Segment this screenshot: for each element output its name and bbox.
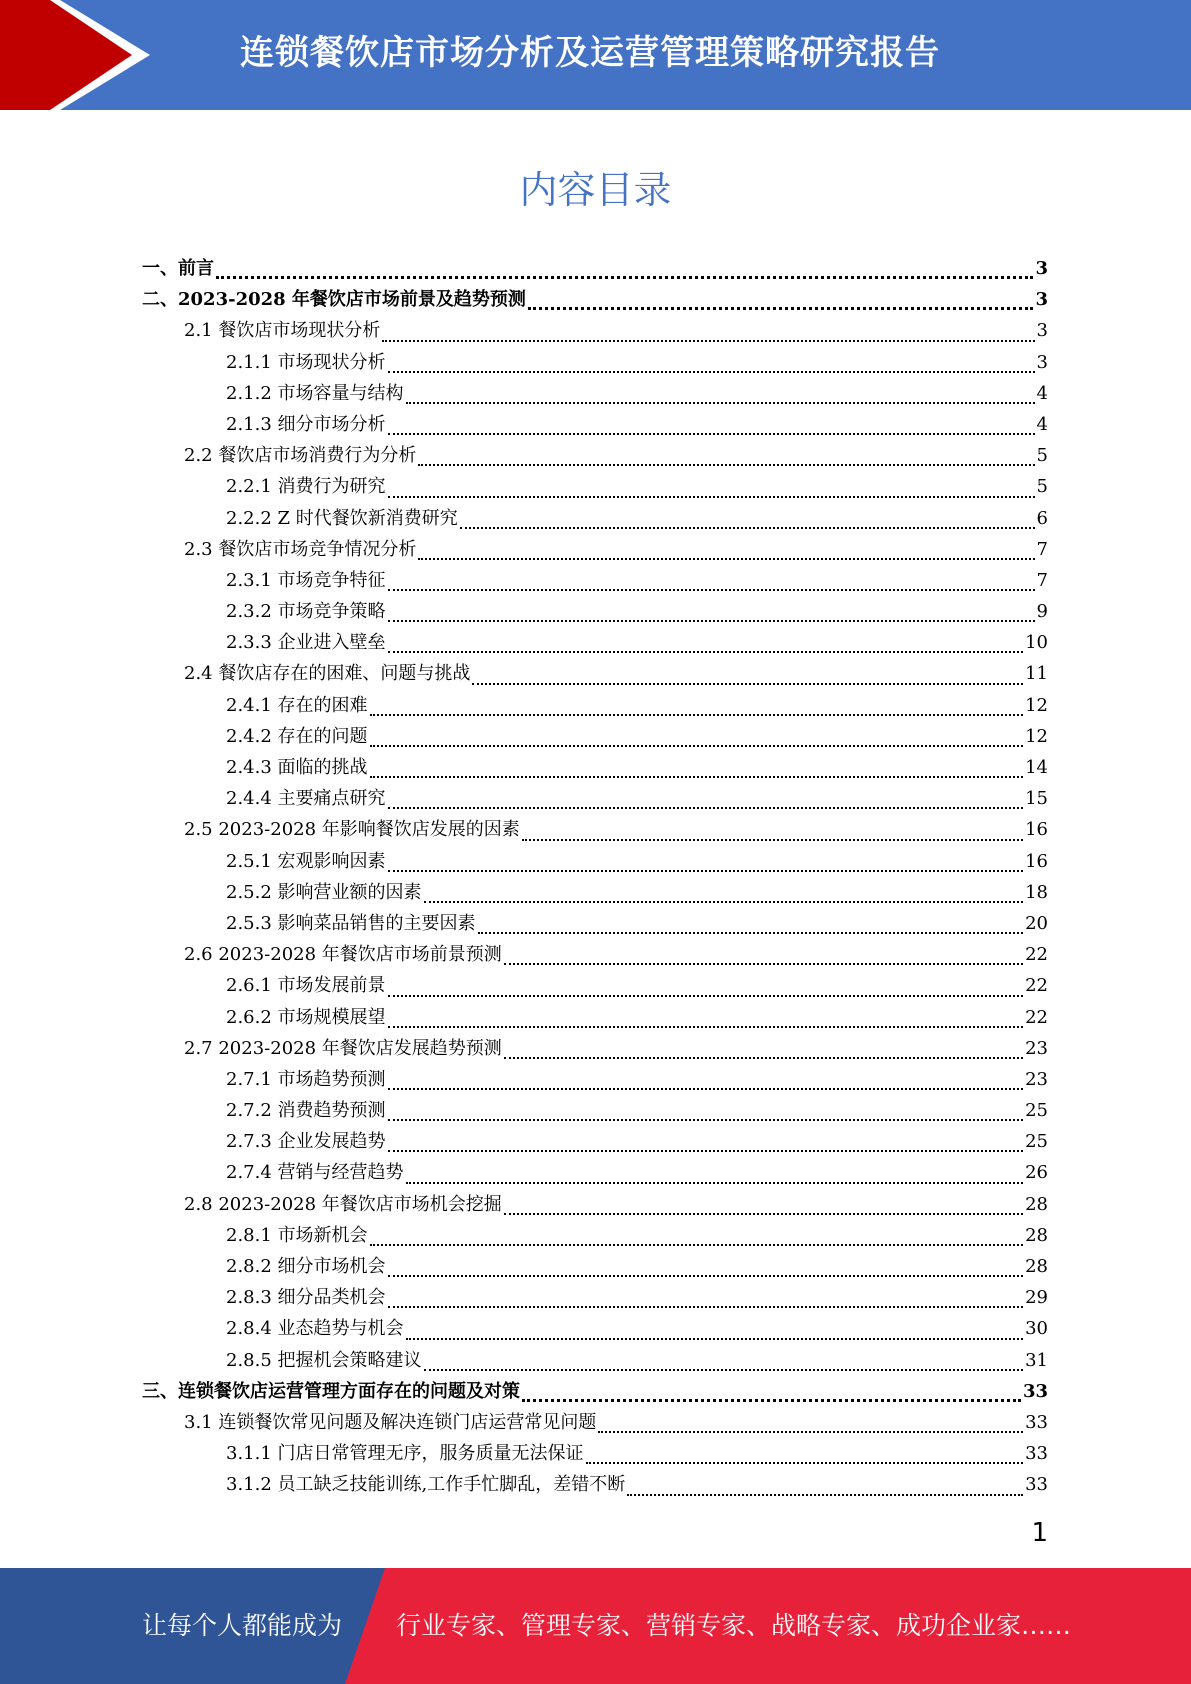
- toc-entry-page: 23: [1025, 1037, 1048, 1059]
- footer-slogan-left: 让每个人都能成为: [142, 1611, 343, 1640]
- toc-entry-page: 3: [1036, 320, 1048, 342]
- toc-entry[interactable]: [142, 878, 1048, 909]
- toc-entry-label: 2.6 2023-2028 年餐饮店市场前景预测: [184, 944, 502, 966]
- toc-entry-label: 2.5.1 宏观影响因素: [226, 850, 386, 872]
- toc-entry-page: 30: [1025, 1318, 1048, 1340]
- toc-entry[interactable]: [142, 1408, 1048, 1439]
- toc-entry-page: 10: [1025, 632, 1048, 654]
- toc-entry[interactable]: [142, 1346, 1048, 1377]
- toc-leader-dots: [504, 1057, 1023, 1059]
- toc-entry-label: 2.6.1 市场发展前景: [226, 975, 386, 997]
- toc-entry[interactable]: [142, 1252, 1048, 1283]
- toc-leader-dots: [522, 1399, 1021, 1402]
- toc-entry-label: 2.2.2 Z 时代餐饮新消费研究: [226, 507, 458, 529]
- toc-entry[interactable]: [142, 1377, 1048, 1408]
- toc-entry[interactable]: [142, 254, 1048, 285]
- toc-leader-dots: [406, 1182, 1024, 1184]
- toc-entry-page: 22: [1025, 944, 1048, 966]
- toc-leader-dots: [504, 963, 1023, 965]
- toc-entry-label: 2.2.1 消费行为研究: [226, 476, 386, 498]
- page-number: 1: [1031, 1518, 1048, 1548]
- toc-leader-dots: [388, 1119, 1024, 1121]
- toc-entry-label: 2.3.1 市场竞争特征: [226, 569, 386, 591]
- toc-entry[interactable]: [142, 909, 1048, 940]
- toc-leader-dots: [424, 901, 1024, 903]
- toc-entry[interactable]: [142, 566, 1048, 597]
- footer-slogan-right: 行业专家、管理专家、营销专家、战略专家、成功企业家……: [396, 1611, 1072, 1640]
- toc-entry[interactable]: [142, 1034, 1048, 1065]
- toc-leader-dots: [406, 1338, 1024, 1340]
- toc-leader-dots: [388, 1026, 1024, 1028]
- toc-entry-page: 33: [1025, 1474, 1048, 1496]
- toc-entry-page: 3: [1035, 258, 1048, 279]
- toc-entry[interactable]: [142, 1439, 1048, 1470]
- toc-leader-dots: [388, 870, 1024, 872]
- toc-entry-label: 2.4.1 存在的困难: [226, 694, 368, 716]
- toc-leader-dots: [388, 651, 1024, 653]
- toc-entry-label: 3.1 连锁餐饮常见问题及解决连锁门店运营常见问题: [184, 1411, 597, 1433]
- toc-entry[interactable]: [142, 940, 1048, 971]
- toc-leader-dots: [424, 1369, 1024, 1371]
- toc-entry-label: 2.8.3 细分品类机会: [226, 1287, 386, 1309]
- toc-entry-label: 2.4.3 面临的挑战: [226, 757, 368, 778]
- toc-entry-page: 7: [1036, 569, 1048, 591]
- toc-entry-page: 4: [1036, 382, 1048, 404]
- toc-entry-page: 3: [1036, 351, 1048, 373]
- toc-entry[interactable]: [142, 504, 1048, 535]
- toc-entry-page: 11: [1025, 663, 1048, 685]
- toc-entry-page: 22: [1025, 975, 1048, 997]
- toc-entry-label: 2.7.4 营销与经营趋势: [226, 1162, 404, 1184]
- toc-entry[interactable]: [142, 753, 1048, 784]
- toc-entry[interactable]: [142, 1127, 1048, 1158]
- toc-entry[interactable]: [142, 1158, 1048, 1189]
- toc-entry-label: 2.8.4 业态趋势与机会: [226, 1318, 404, 1340]
- toc-leader-dots: [627, 1494, 1023, 1496]
- toc-entry[interactable]: [142, 441, 1048, 472]
- toc-entry-label: 2.7.3 企业发展趋势: [226, 1131, 386, 1153]
- toc-entry-page: 26: [1025, 1162, 1048, 1184]
- toc-entry-label: 2.5.3 影响菜品销售的主要因素: [226, 912, 476, 934]
- toc-entry-label: 2.1.3 细分市场分析: [226, 413, 386, 435]
- toc-leader-dots: [472, 683, 1023, 685]
- report-title: 连锁餐饮店市场分析及运营管理策略研究报告: [240, 33, 940, 73]
- page-header: [0, 0, 1191, 110]
- toc-entry-page: 22: [1025, 1006, 1048, 1028]
- toc-entry-page: 12: [1025, 694, 1048, 716]
- toc-entry-page: 4: [1036, 413, 1048, 435]
- toc-leader-dots: [388, 1088, 1024, 1090]
- toc-entry-label: 2.5 2023-2028 年影响餐饮店发展的因素: [184, 819, 520, 841]
- toc-entry-label: 2.8.5 把握机会策略建议: [226, 1349, 422, 1371]
- toc-leader-dots: [382, 340, 1034, 342]
- toc-entry[interactable]: [142, 1221, 1048, 1252]
- toc-leader-dots: [388, 1306, 1024, 1308]
- toc-entry[interactable]: [142, 285, 1048, 316]
- toc-entry-page: 16: [1025, 850, 1048, 872]
- toc-entry[interactable]: [142, 348, 1048, 379]
- toc-entry-page: 29: [1025, 1287, 1048, 1309]
- toc-entry-label: 2.8 2023-2028 年餐饮店市场机会挖掘: [184, 1193, 502, 1215]
- toc-entry[interactable]: [142, 597, 1048, 628]
- toc-entry[interactable]: [142, 1096, 1048, 1127]
- toc-entry-label: 2.3.3 企业进入壁垒: [226, 632, 386, 654]
- toc-entry-page: 28: [1025, 1224, 1048, 1246]
- toc-leader-dots: [522, 839, 1023, 841]
- toc-leader-dots: [370, 1244, 1024, 1246]
- toc-entry-label: 一、前言: [142, 258, 214, 279]
- toc-entry-label: 2.6.2 市场规模展望: [226, 1006, 386, 1028]
- toc-entry-label: 2.7.1 市场趋势预测: [226, 1068, 386, 1090]
- toc-leader-dots: [370, 776, 1024, 778]
- toc-entry-label: 二、2023-2028 年餐饮店市场前景及趋势预测: [142, 289, 526, 311]
- toc-entry[interactable]: [142, 379, 1048, 410]
- toc-entry-label: 2.7.2 消费趋势预测: [226, 1100, 386, 1122]
- toc-entry[interactable]: [142, 410, 1048, 441]
- toc-entry-label: 2.1.1 市场现状分析: [226, 351, 386, 373]
- toc-entry[interactable]: [142, 784, 1048, 815]
- toc-entry-page: 28: [1025, 1256, 1048, 1277]
- table-of-contents: [142, 254, 1048, 1502]
- toc-entry-page: 31: [1025, 1349, 1048, 1371]
- toc-entry-label: 2.4.4 主要痛点研究: [226, 788, 386, 810]
- toc-entry-label: 2.3.2 市场竞争策略: [226, 601, 386, 623]
- toc-entry[interactable]: [142, 722, 1048, 753]
- toc-entry-page: 12: [1025, 725, 1048, 747]
- toc-leader-dots: [598, 1431, 1023, 1433]
- toc-entry-label: 2.8.2 细分市场机会: [226, 1256, 386, 1277]
- toc-entry-page: 25: [1025, 1100, 1048, 1122]
- toc-heading: 内容目录: [519, 168, 672, 212]
- toc-entry[interactable]: [142, 1470, 1048, 1501]
- toc-entry-page: 33: [1025, 1411, 1048, 1433]
- toc-leader-dots: [388, 371, 1035, 373]
- toc-leader-dots: [460, 527, 1035, 529]
- toc-leader-dots: [478, 932, 1024, 934]
- toc-entry-label: 2.1.2 市场容量与结构: [226, 382, 404, 404]
- toc-entry-label: 2.8.1 市场新机会: [226, 1224, 368, 1246]
- toc-leader-dots: [388, 620, 1035, 622]
- toc-entry[interactable]: [142, 472, 1048, 503]
- toc-entry-page: 15: [1025, 788, 1048, 810]
- toc-entry[interactable]: [142, 1283, 1048, 1314]
- toc-entry[interactable]: [142, 971, 1048, 1002]
- toc-entry-page: 6: [1036, 507, 1048, 529]
- toc-entry-label: 2.2 餐饮店市场消费行为分析: [184, 445, 417, 467]
- toc-leader-dots: [388, 589, 1035, 591]
- toc-leader-dots: [586, 1462, 1024, 1464]
- toc-entry-page: 28: [1025, 1193, 1048, 1215]
- toc-entry-page: 25: [1025, 1131, 1048, 1153]
- toc-entry[interactable]: [142, 628, 1048, 659]
- toc-leader-dots: [388, 433, 1035, 435]
- toc-leader-dots: [370, 714, 1024, 716]
- toc-entry-label: 2.7 2023-2028 年餐饮店发展趋势预测: [184, 1037, 502, 1059]
- toc-entry[interactable]: [142, 316, 1048, 347]
- page-footer: [0, 1568, 1191, 1684]
- toc-entry-page: 7: [1036, 538, 1048, 560]
- toc-entry-label: 2.3 餐饮店市场竞争情况分析: [184, 538, 417, 560]
- toc-entry[interactable]: [142, 1314, 1048, 1345]
- toc-leader-dots: [504, 1213, 1023, 1215]
- toc-entry-label: 三、连锁餐饮店运营管理方面存在的问题及对策: [142, 1380, 520, 1402]
- toc-entry[interactable]: [142, 691, 1048, 722]
- toc-entry-label: 3.1.1 门店日常管理无序，服务质量无法保证: [226, 1443, 584, 1465]
- toc-entry[interactable]: [142, 1190, 1048, 1221]
- toc-entry-page: 3: [1035, 289, 1048, 311]
- toc-entry-page: 33: [1022, 1380, 1048, 1402]
- toc-entry-page: 20: [1025, 912, 1048, 934]
- toc-entry-label: 2.4 餐饮店存在的困难、问题与挑战: [184, 663, 471, 685]
- toc-entry[interactable]: [142, 659, 1048, 690]
- toc-leader-dots: [370, 745, 1024, 747]
- toc-entry-page: 23: [1025, 1068, 1048, 1090]
- toc-leader-dots: [388, 1275, 1024, 1277]
- toc-entry[interactable]: [142, 1003, 1048, 1034]
- toc-entry[interactable]: [142, 1065, 1048, 1096]
- toc-entry[interactable]: [142, 815, 1048, 846]
- toc-leader-dots: [388, 807, 1024, 809]
- toc-leader-dots: [418, 558, 1034, 560]
- toc-entry-page: 5: [1036, 445, 1048, 467]
- toc-leader-dots: [388, 995, 1024, 997]
- toc-entry-label: 2.5.2 影响营业额的因素: [226, 881, 422, 903]
- toc-entry-page: 18: [1025, 881, 1048, 903]
- toc-entry-page: 5: [1036, 476, 1048, 498]
- toc-leader-dots: [418, 464, 1034, 466]
- toc-leader-dots: [216, 276, 1033, 279]
- toc-entry-page: 16: [1025, 819, 1048, 841]
- toc-leader-dots: [388, 1150, 1024, 1152]
- toc-entry-page: 14: [1025, 757, 1048, 778]
- toc-entry-label: 2.4.2 存在的问题: [226, 725, 368, 747]
- toc-entry-page: 33: [1025, 1443, 1048, 1465]
- toc-leader-dots: [528, 307, 1034, 310]
- toc-entry-label: 3.1.2 员工缺乏技能训练,工作手忙脚乱，差错不断: [226, 1474, 626, 1496]
- toc-leader-dots: [388, 496, 1035, 498]
- toc-entry[interactable]: [142, 535, 1048, 566]
- toc-leader-dots: [406, 402, 1035, 404]
- toc-entry-label: 2.1 餐饮店市场现状分析: [184, 320, 381, 342]
- toc-entry[interactable]: [142, 847, 1048, 878]
- toc-entry-page: 9: [1036, 601, 1048, 623]
